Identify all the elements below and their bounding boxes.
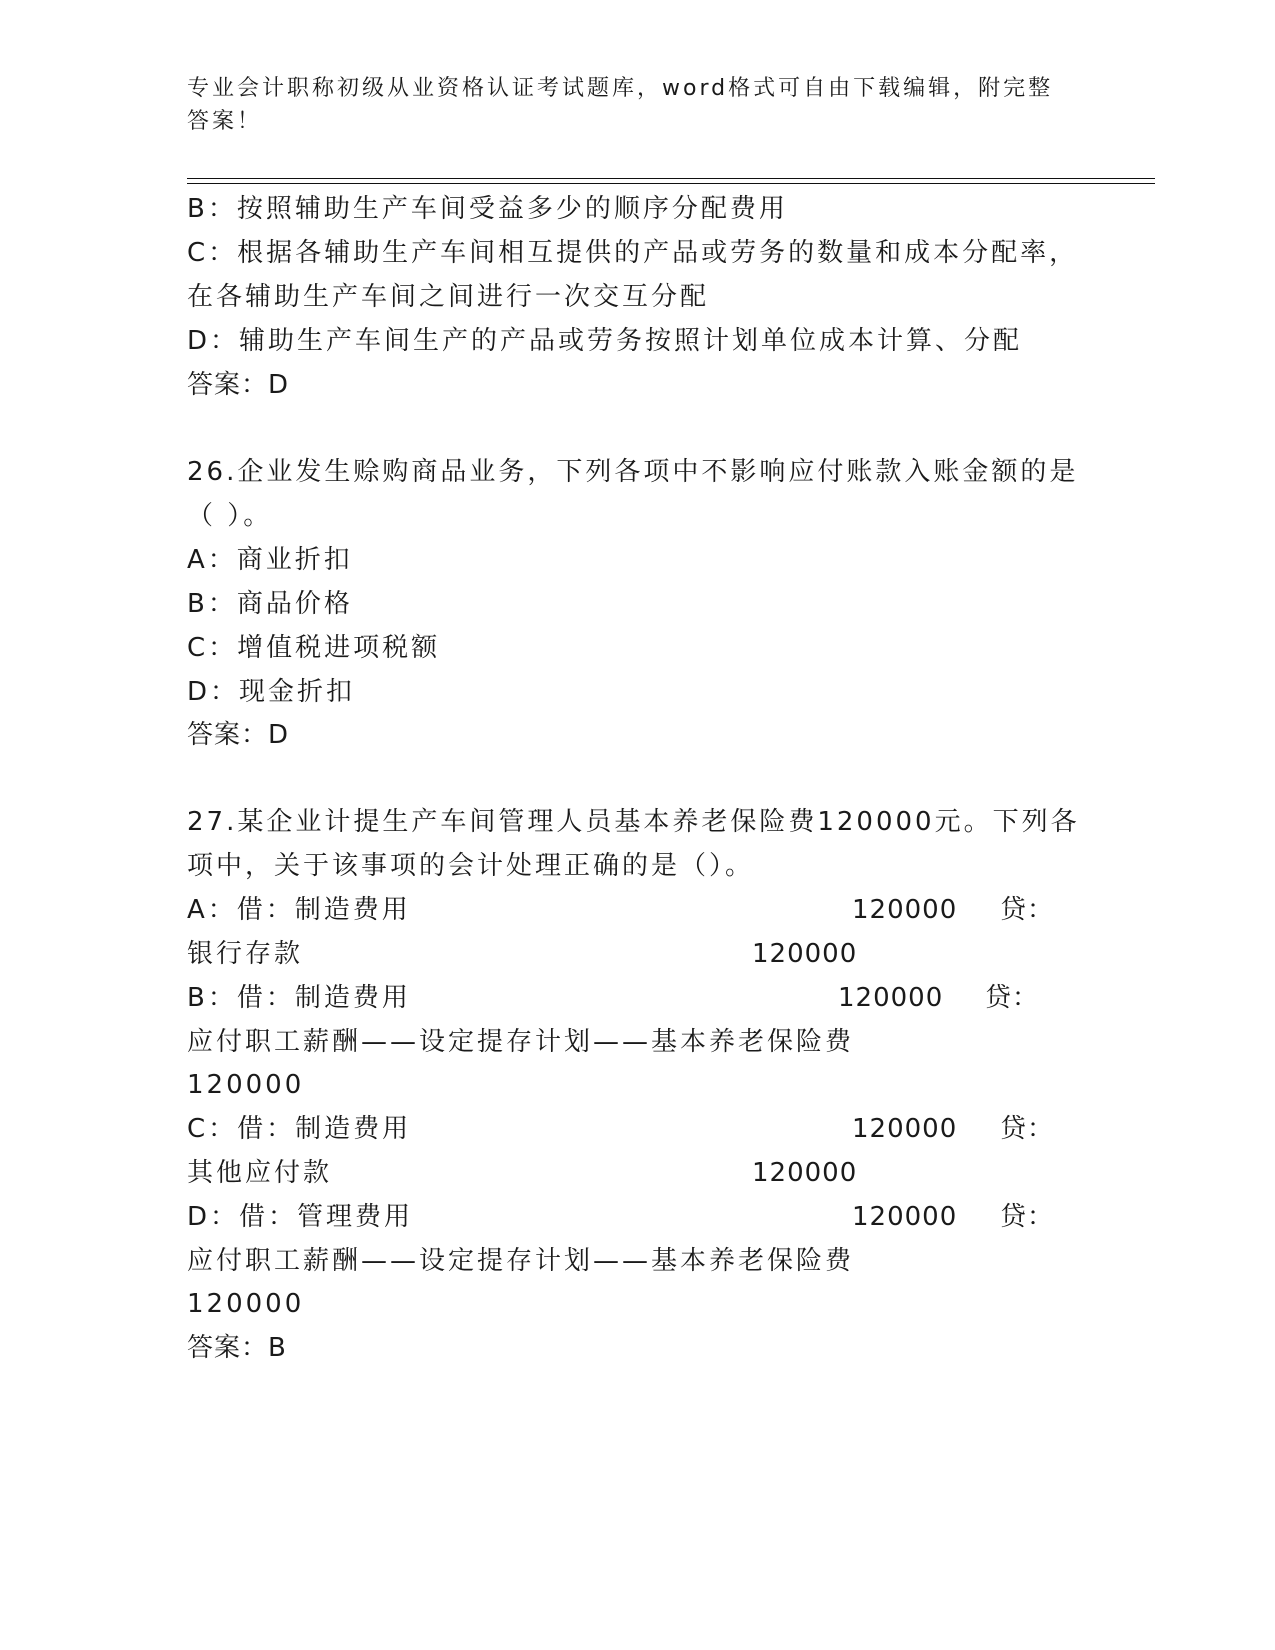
- header-divider-bottom: [187, 183, 1155, 184]
- q25-option-b: B：按照辅助生产车间受益多少的顺序分配费用: [187, 194, 788, 224]
- q27-option-c-credit: 其他应付款: [187, 1158, 333, 1188]
- q27-option-a-credit: 银行存款: [187, 939, 304, 969]
- q27-option-a-credit-label: 贷：: [1000, 895, 1055, 925]
- header-divider-top: [187, 178, 1155, 179]
- q27-option-d-credit: 应付职工薪酬——设定提存计划——基本养老保险费: [187, 1246, 855, 1276]
- q27-option-d-debit: D：借：管理费用: [187, 1202, 414, 1232]
- q27-stem-line2: 项中，关于该事项的会计处理正确的是（）。: [187, 851, 755, 881]
- q27-option-d-credit-amount: 120000: [187, 1289, 305, 1319]
- q27-option-b-debit-amount: 120000: [838, 983, 944, 1013]
- q26-stem-line2: （ ）。: [187, 501, 273, 531]
- q27-option-a-debit: A：借：制造费用: [187, 895, 411, 925]
- q26-option-c: C：增值税进项税额: [187, 633, 441, 663]
- q27-stem-line1: 27.某企业计提生产车间管理人员基本养老保险费120000元。下列各: [187, 807, 1080, 837]
- q25-option-c-line2: 在各辅助生产车间之间进行一次交互分配: [187, 282, 710, 312]
- q25-option-d: D：辅助生产车间生产的产品或劳务按照计划单位成本计算、分配: [187, 326, 1023, 356]
- q26-option-b: B：商品价格: [187, 589, 353, 619]
- q27-option-c-credit-amount: 120000: [752, 1158, 858, 1188]
- q27-option-d-debit-amount: 120000: [852, 1202, 958, 1232]
- q27-option-b-credit-label: 贷：: [985, 983, 1040, 1013]
- q25-answer: 答案：D: [187, 370, 290, 400]
- q26-stem-line1: 26.企业发生赊购商品业务，下列各项中不影响应付账款入账金额的是: [187, 457, 1079, 487]
- q26-answer: 答案：D: [187, 720, 290, 750]
- q27-option-c-credit-label: 贷：: [1000, 1114, 1055, 1144]
- q27-option-a-debit-amount: 120000: [852, 895, 958, 925]
- q27-option-d-credit-label: 贷：: [1000, 1202, 1055, 1232]
- q27-option-b-debit: B：借：制造费用: [187, 983, 411, 1013]
- page-header: 专业会计职称初级从业资格认证考试题库，word格式可自由下载编辑，附完整答案！: [187, 76, 1054, 134]
- q25-option-c-line1: C：根据各辅助生产车间相互提供的产品或劳务的数量和成本分配率，: [187, 238, 1079, 268]
- q27-answer: 答案：B: [187, 1333, 287, 1363]
- q27-option-c-debit: C：借：制造费用: [187, 1114, 412, 1144]
- q27-option-c-debit-amount: 120000: [852, 1114, 958, 1144]
- q26-option-d: D：现金折扣: [187, 677, 356, 707]
- q27-option-a-credit-amount: 120000: [752, 939, 858, 969]
- q27-option-b-credit-amount: 120000: [187, 1070, 305, 1100]
- q27-option-b-credit: 应付职工薪酬——设定提存计划——基本养老保险费: [187, 1027, 855, 1057]
- q26-option-a: A：商业折扣: [187, 545, 353, 575]
